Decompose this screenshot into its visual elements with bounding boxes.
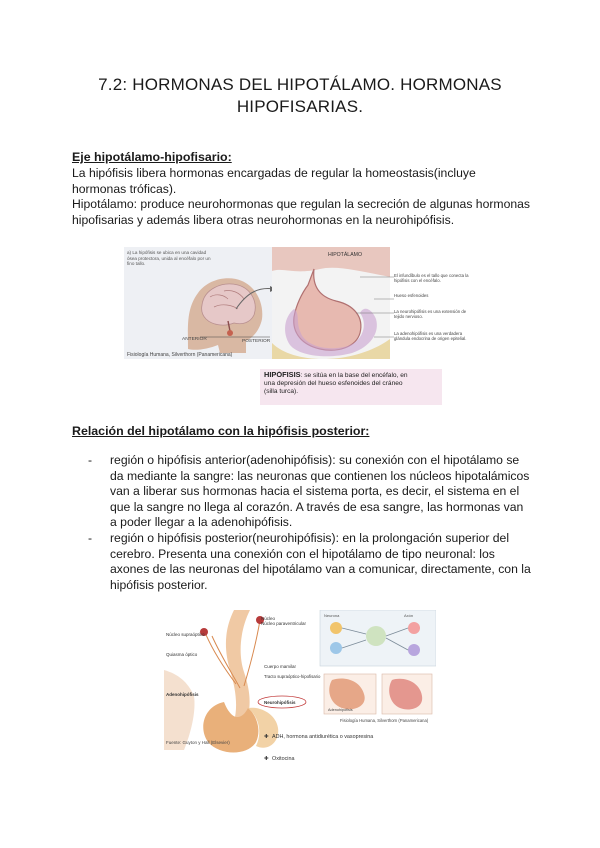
label-sphenoid: Hueso esfenoides [394, 293, 429, 299]
panel-a-label-box [127, 250, 213, 284]
pituitary-dot [227, 330, 233, 336]
caption-line: (silla turca). [264, 388, 299, 396]
caption-text-box [264, 371, 440, 405]
label-mammillary: Cuerpo mamilar [264, 664, 297, 669]
label-gland-left: Adenohipófisis [328, 708, 353, 712]
region-list [72, 453, 537, 593]
caption-bold: HIPÓFISIS [264, 371, 301, 379]
figure-pituitary-location [124, 247, 476, 407]
caption-line: una depresión del hueso esfenoides del cráneo [264, 380, 403, 388]
para-line: Hipotálamo: produce neurohormonas que regulan la secreción de algunas hormonas [72, 197, 530, 212]
list-item [72, 453, 537, 531]
hypothalamus-label: HIPOTÁLAMO [328, 252, 363, 258]
posterior-label: POSTERIOR [242, 339, 271, 344]
page-title [60, 74, 540, 118]
para-line: hormonas tróficas). [72, 181, 177, 196]
neuron-icon [330, 642, 342, 654]
plus-adh: ✚ [264, 734, 269, 740]
dash-marker: - [88, 453, 93, 467]
neuron-icon [330, 622, 342, 634]
list-line: hipófisis posterior. [110, 577, 208, 592]
list-line: región o hipófisis posterior(neurohipófisis): en la prolongación superior del [110, 530, 510, 545]
figure-neurohypophysis [164, 610, 436, 770]
label-adh: ADH, hormona antidiurética o vasopresina [272, 734, 374, 740]
neuron-icon [408, 622, 420, 634]
label-paraventricular-1: Núcleo [261, 616, 276, 621]
dash-marker: - [88, 530, 93, 545]
label-neurohypophysis: La neurohipófisis es una extensión de tejido nervioso. [394, 308, 467, 319]
neuron-icon [366, 626, 386, 646]
label-panel-b: Axón [404, 613, 414, 618]
label-oxytocin: Oxitocina [272, 756, 295, 762]
label-tract: Tracto supraóptico-hipofisario [264, 674, 321, 679]
list-line: da mediante la sangre: las neuronas que contienen los núcleos hipotalámicos [110, 468, 530, 483]
label-supraoptic: Núcleo supraóptico [166, 632, 205, 637]
anterior-label: ANTERIOR [182, 337, 207, 342]
para-line: La hipófisis libera hormonas encargadas de regular la homeostasis(incluye [72, 166, 476, 180]
label-paraventricular: Núcleo paraventricular [261, 621, 307, 626]
list-line: cerebro. Presenta una conexión con el hipotálamo de tipo neuronal: los [110, 546, 495, 561]
label-infundibulum: El infundíbulo es el tallo que conecta la hipófisis con el encéfalo. [394, 273, 469, 284]
figure-2-right-credit: Fisiología Humana, Silverthorn (Panamericana) [340, 718, 429, 723]
neuron-icon [408, 644, 420, 656]
plus-oxytocin: ✚ [264, 756, 269, 762]
title-line-1: 7.2: HORMONAS DEL HIPOTÁLAMO. HORMONAS [98, 75, 502, 94]
list-line: van a liberar sus hormonas hacia el sistema porta, es decir, el sistema en el [110, 484, 520, 499]
figure-2-credit: Fuente: Guyton y Hall (Elsevier) [166, 740, 230, 745]
list-line: región o hipófisis anterior(adenohipófisis): su conexión con el hipotálamo se [110, 453, 520, 467]
section-1-paragraph [72, 166, 542, 228]
title-line-2: HIPOFISARIAS. [236, 97, 364, 116]
para-line: hipofisarias y además libera otras neurohormonas en la neurohipófisis. [72, 212, 455, 227]
list-item [72, 531, 537, 593]
figure-2-illustration [164, 610, 436, 770]
figure-1-credit: Fisiología Humana, Silverthorn (Panamericana) [127, 352, 233, 358]
label-panel-a: Neurona [324, 613, 340, 618]
label-adenohypophysis: Adenohipófisis [166, 692, 199, 697]
list-line: que la sangre no llega al corazón. A través de esa sangre, las hormonas van [110, 499, 524, 514]
label-neurohypophysis: Neurohipófisis [264, 700, 296, 705]
list-line: a poder llegar a la adenohipófisis. [110, 515, 293, 530]
list-line: axones de las neuronas del hipotálamo van a comunicar, directamente, con la [110, 562, 531, 577]
section-heading-axis: Eje hipotálamo-hipofisario: [72, 150, 232, 164]
panel-a-label: a) La hipófisis se ubica en una cavidad ósea protectora, unida al encéfalo por un fino tallo. [127, 250, 211, 267]
label-adenohypophysis: La adenohipófisis es una verdadera glándula endocrina de origen epitelial. [394, 331, 467, 342]
caption-line: : se sitúa en la base del encéfalo, en [300, 372, 408, 379]
right-labels-box [394, 273, 474, 359]
figure-1-illustration [124, 247, 476, 407]
section-heading-relation: Relación del hipotálamo con la hipófisis posterior: [72, 424, 370, 438]
label-chiasm: Quiasma óptico [166, 652, 198, 657]
